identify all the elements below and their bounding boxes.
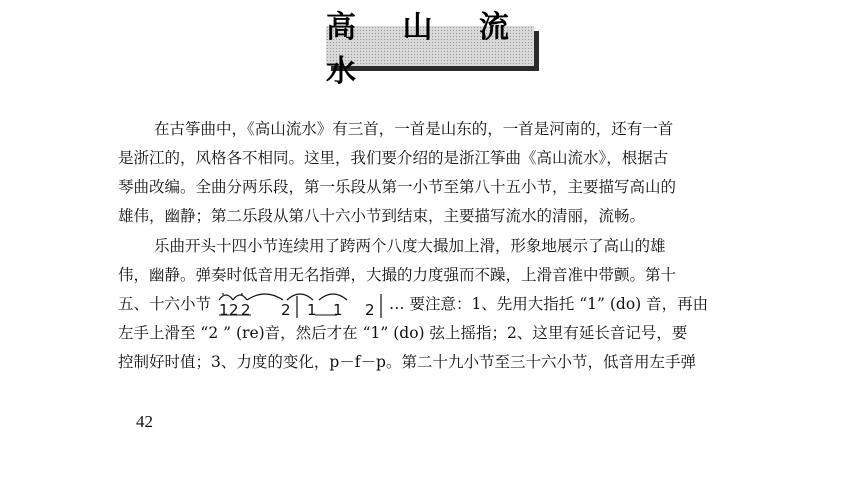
note: 1 [307,301,317,319]
text-line: 雄伟，幽静；第二乐段从第八十六小节到结束，主要描写流水的清丽，流畅。 [118,207,646,225]
text-line: 控制好时值；3、力度的变化，p－f－p。第二十九小节至三十六小节，低音用左手弹 [118,353,696,371]
text-fragment: … 要注意：1、先用大指托 “1” (do) 音，再由 [389,294,709,313]
jianpu-notation [215,290,385,318]
text-line: 左手上滑至 “2 ” (re)音，然后才在 “1” (do) 弦上摇指；2、这里有延长音记号，要 [118,324,688,342]
note: 2 [241,301,251,319]
title-banner [326,10,534,89]
note: 2 [365,301,375,319]
text-line: 乐曲开头十四小节连续用了跨两个八度大撮加上滑，形象地展示了高山的雄 [154,237,666,255]
page-title: 高 山 流 水 [326,10,527,89]
text-line: 是浙江的，风格各不相同。这里，我们要介绍的是浙江筝曲《高山流水》，根据古 [118,149,669,167]
note: 2 [229,301,239,319]
note: 1 [333,301,343,319]
text-fragment: 五、十六小节 [118,294,212,313]
text-line: 在古筝曲中，《高山流水》有三首，一首是山东的，一首是河南的，还有一首 [154,120,674,138]
page-number: 42 [136,412,153,431]
text-line: 伟，幽静。弹奏时低音用无名指弹，大撮的力度强而不躁，上滑音准中带颤。第十 [118,266,677,284]
note: 1 [219,301,229,319]
note: 2 [281,301,291,319]
text-line-with-notation [118,288,708,320]
text-line: 琴曲改编。全曲分两乐段，第一乐段从第一小节至第八十五小节，主要描写高山的 [118,178,677,196]
